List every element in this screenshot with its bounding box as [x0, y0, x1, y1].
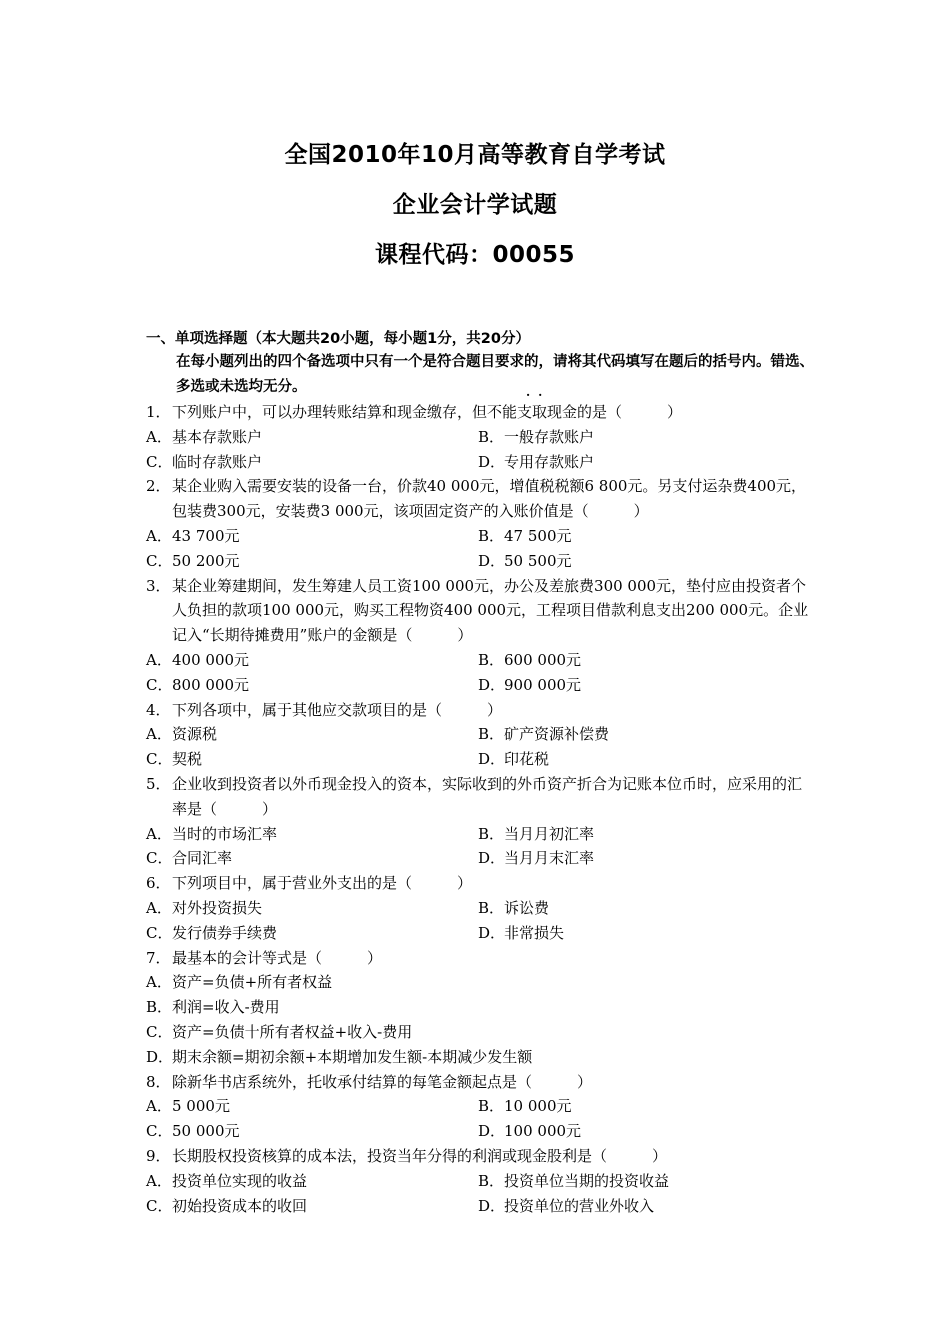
- question-text: 某企业购入需要安装的设备一台，价款40 000元，增值税税额6 800元。另支付运杂费400元，包装费300元，安装费3 000元，该项固定资产的入账价值是（ ）: [172, 477, 807, 521]
- option-text: 发行债券手续费: [172, 923, 278, 942]
- question-number: 9．: [146, 1146, 171, 1165]
- question-3: [146, 574, 810, 698]
- option-label: C．: [146, 551, 173, 570]
- option-a: [146, 524, 478, 549]
- option-text: 诉讼费: [504, 898, 550, 917]
- option-label: A．: [146, 427, 172, 446]
- option-list: [146, 1094, 810, 1144]
- option-label: B．: [478, 526, 505, 545]
- option-text: 资源税: [172, 725, 218, 744]
- question-6: [146, 871, 810, 945]
- question-7: [146, 946, 810, 1070]
- option-text: 专用存款账户: [504, 452, 595, 471]
- option-label: A．: [146, 725, 172, 744]
- option-label: A．: [146, 1171, 172, 1190]
- question-9: [146, 1144, 810, 1218]
- option-text: 投资单位当期的投资收益: [504, 1171, 670, 1190]
- option-d: [478, 1194, 810, 1219]
- option-d: [478, 846, 810, 871]
- option-text: 一般存款账户: [504, 427, 595, 446]
- option-c: [146, 846, 478, 871]
- subject-title: 企业会计学试题: [392, 192, 558, 218]
- option-d: [478, 549, 810, 574]
- option-label: B．: [478, 1171, 505, 1190]
- option-a: [146, 1169, 478, 1194]
- option-label: D．: [478, 849, 506, 868]
- question-number: 1．: [146, 403, 171, 421]
- option-text: 当月月末汇率: [504, 849, 595, 868]
- option-label: D．: [478, 750, 506, 769]
- option-text: 印花税: [504, 750, 550, 769]
- option-b: [478, 896, 810, 921]
- course-code: 课程代码：00055: [374, 242, 576, 268]
- emphasis-dots: ··: [526, 388, 551, 402]
- option-label: B．: [478, 427, 505, 446]
- option-list: [146, 822, 810, 872]
- option-label: D．: [478, 675, 506, 694]
- option-d: [478, 1119, 810, 1144]
- question-number: 2．: [146, 477, 171, 496]
- option-c: [146, 1119, 478, 1144]
- question-stem: [146, 946, 810, 971]
- option-text: 对外投资损失: [172, 898, 263, 917]
- option-list: [146, 524, 810, 574]
- question-4: [146, 698, 810, 772]
- option-b: [478, 524, 810, 549]
- option-text: 50 200元: [172, 551, 240, 570]
- question-text: 长期股权投资核算的成本法，投资当年分得的利润或现金股利是（ ）: [172, 1146, 668, 1165]
- option-label: C．: [146, 849, 173, 868]
- option-d: [146, 1045, 810, 1070]
- option-text: 900 000元: [504, 675, 582, 694]
- option-label: A．: [146, 526, 172, 545]
- question-number: 3．: [146, 576, 171, 595]
- question-number: 8．: [146, 1072, 171, 1091]
- option-b: [478, 425, 810, 450]
- question-stem: [146, 400, 810, 425]
- option-text: 投资单位的营业外收入: [504, 1196, 655, 1215]
- option-text: 非常损失: [504, 923, 565, 942]
- option-text: 资产=负债+所有者权益: [172, 973, 333, 992]
- option-text: 基本存款账户: [172, 427, 263, 446]
- option-text: 50 500元: [504, 551, 572, 570]
- option-text: 当时的市场汇率: [172, 824, 278, 843]
- question-stem: [146, 574, 810, 648]
- option-text: 800 000元: [172, 675, 250, 694]
- option-text: 47 500元: [504, 526, 572, 545]
- option-b: [478, 1094, 810, 1119]
- option-c: [146, 921, 478, 946]
- option-text: 临时存款账户: [172, 452, 263, 471]
- question-stem: [146, 1144, 810, 1169]
- question-1: [146, 400, 810, 474]
- option-text: 矿产资源补偿费: [504, 725, 610, 744]
- option-label: C．: [146, 675, 173, 694]
- option-label: D．: [478, 452, 506, 471]
- question-stem: [146, 698, 810, 723]
- option-c: [146, 549, 478, 574]
- option-label: B．: [478, 898, 505, 917]
- question-text: 企业收到投资者以外币现金投入的资本，实际收到的外币资产折合为记账本位币时，应采用的汇率是（ ）: [172, 774, 803, 818]
- section-heading: 一、单项选择题（本大题共20小题，每小题1分，共20分）: [146, 331, 530, 347]
- option-list: [146, 722, 810, 772]
- question-stem: [146, 1070, 810, 1095]
- option-text: 10 000元: [504, 1097, 572, 1116]
- option-text: 50 000元: [172, 1122, 240, 1141]
- option-b: [478, 1169, 810, 1194]
- option-list: [146, 896, 810, 946]
- question-number: 4．: [146, 700, 171, 719]
- option-text: 43 700元: [172, 526, 240, 545]
- option-label: C．: [146, 1022, 173, 1041]
- option-text: 利润=收入-费用: [172, 998, 280, 1017]
- exam-title: 全国2010年10月高等教育自学考试: [284, 142, 666, 168]
- option-text: 契税: [172, 750, 203, 769]
- question-text: 某企业筹建期间，发生筹建人员工资100 000元，办公及差旅费300 000元，垫付应由投资者个人负担的款项100 000元，购买工程物资400 000元，工程项目借款利息支出200 000元。企业记入“长期待摊费用”账户的金额是（ ）: [172, 576, 809, 645]
- question-text: 最基本的会计等式是（ ）: [172, 948, 383, 967]
- question-stem: [146, 474, 810, 524]
- option-text: 投资单位实现的收益: [172, 1171, 308, 1190]
- option-a: [146, 970, 810, 995]
- option-c: [146, 673, 478, 698]
- question-number: 6．: [146, 874, 171, 893]
- question-number: 5．: [146, 774, 171, 793]
- option-d: [478, 673, 810, 698]
- question-text: 除新华书店系统外，托收承付结算的每笔金额起点是（ ）: [172, 1072, 593, 1091]
- option-a: [146, 896, 478, 921]
- section-instruction: 在每小题列出的四个备选项中只有一个是符合题目要求的，请将其代码填写在题后的括号内。错选、多选或未选均无分。: [176, 354, 814, 395]
- option-c: [146, 1194, 478, 1219]
- option-label: C．: [146, 1196, 173, 1215]
- option-b: [478, 648, 810, 673]
- question-text: 下列账户中，可以办理转账结算和现金缴存，但不能支取现金的是（ ）: [172, 403, 683, 421]
- option-label: A．: [146, 898, 172, 917]
- option-text: 合同汇率: [172, 849, 233, 868]
- option-label: A．: [146, 1097, 172, 1116]
- option-label: C．: [146, 1122, 173, 1141]
- option-label: A．: [146, 824, 172, 843]
- question-text: 下列各项中，属于其他应交款项目的是（ ）: [172, 700, 503, 719]
- option-text: 600 000元: [504, 650, 582, 669]
- option-label: A．: [146, 973, 172, 992]
- option-label: C．: [146, 923, 173, 942]
- option-d: [478, 450, 810, 475]
- option-text: 100 000元: [504, 1122, 582, 1141]
- question-5: [146, 772, 810, 871]
- question-stem: [146, 772, 810, 822]
- option-list: [146, 970, 810, 1069]
- question-text: 下列项目中，属于营业外支出的是（ ）: [172, 874, 473, 893]
- option-label: D．: [478, 1196, 506, 1215]
- option-list: [146, 1169, 810, 1219]
- option-label: B．: [478, 1097, 505, 1116]
- option-list: [146, 425, 810, 475]
- option-label: D．: [478, 923, 506, 942]
- option-label: D．: [146, 1047, 174, 1066]
- question-number: 7．: [146, 948, 171, 967]
- question-8: [146, 1070, 810, 1144]
- question-stem: [146, 871, 810, 896]
- option-label: B．: [478, 650, 505, 669]
- option-b: [146, 995, 810, 1020]
- option-a: [146, 425, 478, 450]
- option-text: 当月月初汇率: [504, 824, 595, 843]
- option-text: 资产=负债十所有者权益+收入-费用: [172, 1022, 413, 1041]
- option-text: 初始投资成本的收回: [172, 1196, 308, 1215]
- option-label: B．: [478, 824, 505, 843]
- option-b: [478, 822, 810, 847]
- option-label: A．: [146, 650, 172, 669]
- option-a: [146, 1094, 478, 1119]
- option-c: [146, 450, 478, 475]
- option-label: C．: [146, 452, 173, 471]
- option-label: D．: [478, 1122, 506, 1141]
- option-a: [146, 822, 478, 847]
- option-text: 400 000元: [172, 650, 250, 669]
- option-c: [146, 747, 478, 772]
- option-text: 5 000元: [172, 1097, 230, 1116]
- option-d: [478, 921, 810, 946]
- option-label: D．: [478, 551, 506, 570]
- option-c: [146, 1020, 810, 1045]
- question-2: [146, 474, 810, 573]
- option-d: [478, 747, 810, 772]
- option-a: [146, 722, 478, 747]
- option-label: B．: [478, 725, 505, 744]
- option-label: B．: [146, 998, 173, 1017]
- question-list: [146, 400, 810, 1218]
- option-list: [146, 648, 810, 698]
- option-text: 期末余额=期初余额+本期增加发生额-本期减少发生额: [172, 1047, 533, 1066]
- option-label: C．: [146, 750, 173, 769]
- option-b: [478, 722, 810, 747]
- option-a: [146, 648, 478, 673]
